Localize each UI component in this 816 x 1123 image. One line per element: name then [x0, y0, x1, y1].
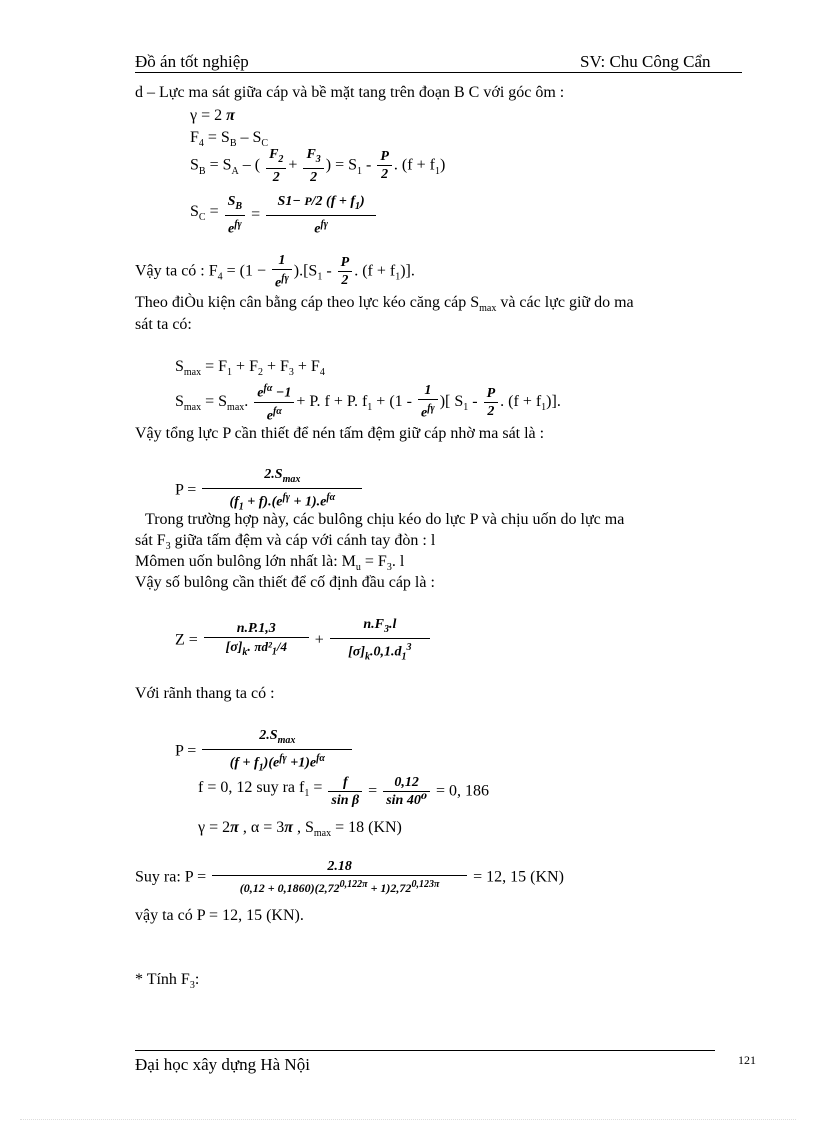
- theo-line-1: Theo điÒu kiện cân bằng cáp theo lực kéo căng cáp $S_{max}$ và các lực giữ do ma: [135, 294, 634, 315]
- tinh-f3-heading: * Tính $F_3$:: [135, 971, 200, 992]
- f4-result-line: Vậy ta có : $F_4 = (1$ − $\frac{1}{e^{f\gamma}}$ )$.[S_1$ - $\frac{P}{2}$ . $(f + f_1)$].: [135, 253, 415, 291]
- suy-ra-equation: Suy ra: P = $\frac{2.18}{(0,12 + 0,1860)(2,72^{0,122\pi} + 1)2,72^{0,123\pi}}$ = 12, 15 (KN): [135, 859, 564, 895]
- header-right: SV: Chu Công Cẩn: [580, 52, 711, 71]
- smax-equation-1: $S_{max} = F_1 + F_2 + F_3 + F_4$: [175, 358, 325, 379]
- intro-d-line: d – Lực ma sát giữa cáp và bề mặt tang trên đoạn B C với góc ôm :: [135, 84, 565, 101]
- sb-frac-p: $\frac{P}{2}$: [377, 148, 392, 183]
- sb-equation: $S_B = S_A$ – ( $\frac{F_2}{2}$ + $\frac{F_3}{2}$ ) = $S_1$ - $\frac{P}{2}$ . $(f + f_1)$: [190, 147, 446, 185]
- z-frac-1: $\frac{n.P.1,3}{[\sigma]_k. \pi d^2_1/4}$: [204, 620, 309, 661]
- smax-equation-2: $S_{max} = S_{max}$. $\frac{e^{f\alpha} -1}{e^{f\alpha}}$ + P. f + P. $f_1 + (1$ - $\frac{1}{e^{f\gamma}}$ )[ $S_1$ - $\frac{P}{2}$ . $(f + f_1)$].: [175, 380, 561, 424]
- voi-ranh-line: Với rãnh thang ta có :: [135, 685, 275, 702]
- p-equation-2: P = $\frac{2.S_{max}}{(f + f_1)(e^{f\gamma} +1)e^{f\alpha}}$: [175, 727, 354, 776]
- page-number: 121: [738, 1053, 756, 1067]
- theo-line-2: sát ta có:: [135, 316, 192, 333]
- momen-line: Mômen uốn bulông lớn nhất là: $M_u = F_3$. l: [135, 553, 405, 574]
- smax-frac-p: $\frac{P}{2}$: [484, 385, 499, 420]
- f4-frac-p: $\frac{P}{2}$: [338, 254, 353, 289]
- sc-frac-sb: $\frac{S_B}{e^{f\gamma}}$: [225, 193, 245, 237]
- trong-line-1: Trong trường hợp này, các bulông chịu kéo do lực P và chịu uốn do lực ma: [145, 511, 625, 528]
- footer-rule: [135, 1050, 715, 1051]
- f-frac-sin40: $\frac{0,12}{\text{sin 40⁰}}$: [383, 774, 430, 809]
- header-rule: [135, 72, 742, 73]
- header-left: Đồ án tốt nghiệp: [135, 52, 249, 71]
- footer-text: Đại học xây dựng Hà Nội: [135, 1055, 310, 1074]
- p-eq1-frac: $\frac{2.S_{max}}{(f_1 + f).(e^{f\gamma} + 1).e^{f\alpha}}$: [202, 466, 362, 515]
- vay-tong-line: Vậy tổng lực P cần thiết để nén tấm đệm giữ cáp nhờ ma sát là :: [135, 425, 545, 442]
- sb-frac-f3: $\frac{F_3}{2}$: [303, 146, 323, 186]
- f-equation: f = 0, 12 suy ra $f_1$ = $\frac{f}{\text{sin β}}$ = $\frac{0,12}{\text{sin 40⁰}}$ = 0, 186: [198, 775, 489, 808]
- smax-frac-one: $\frac{1}{e^{f\gamma}}$: [418, 382, 438, 422]
- p-eq2-frac: $\frac{2.S_{max}}{(f + f_1)(e^{f\gamma} +1)e^{f\alpha}}$: [202, 727, 352, 776]
- gamma-equation: [190, 106, 235, 126]
- gamma-alpha-line: γ = 2π , α = 3π , $S_{max} = 18$ (KN): [198, 819, 402, 840]
- trong-line-2: sát $F_3$ giữa tấm đệm và cáp với cánh tay đòn : l: [135, 532, 436, 553]
- f-frac-sinbeta: $\frac{f}{\text{sin β}}$: [328, 774, 362, 809]
- z-frac-2: $\frac{n.F_3.l}{[\sigma]_k.0,1.d_1^3}$: [330, 616, 430, 665]
- f4-frac-one: $\frac{1}{e^{f\gamma}}$: [272, 252, 292, 292]
- vay-p-line: vậy ta có P = 12, 15 (KN).: [135, 907, 304, 924]
- sc-frac-main: $\frac{S1- P/2 (f + f_1)}{e^{f\gamma}}$: [266, 193, 376, 237]
- z-equation: Z = $\frac{n.P.1,3}{[\sigma]_k. \pi d^2_1/4}$ + $\frac{n.F_3.l}{[\sigma]_k.0,1.d_1^3}$: [175, 616, 432, 665]
- sb-frac-f2: $\frac{F_2}{2}$: [266, 146, 286, 186]
- page-edge-dotted: [20, 1119, 796, 1120]
- gamma-eq-text: γ = 2: [190, 107, 223, 124]
- vay-so-line: Vậy số bulông cần thiết để cố định đầu cáp là :: [135, 574, 435, 591]
- f4-definition: $F_4 = S_B - S_C$: [190, 129, 269, 150]
- p-equation-1: P = $\frac{2.S_{max}}{(f_1 + f).(e^{f\gamma} + 1).e^{f\alpha}}$: [175, 466, 364, 515]
- pi-symbol: π: [226, 107, 235, 124]
- suy-ra-frac: $\frac{2.18}{(0,12 + 0,1860)(2,72^{0,122\pi} + 1)2,72^{0,123\pi}}$: [212, 858, 467, 897]
- sc-equation: $S_C$ = $\frac{S_B}{e^{f\gamma}}$ = $\frac{S1- P/2 (f + f_1)}{e^{f\gamma}}$: [190, 193, 378, 237]
- smax-frac-efa: $\frac{e^{f\alpha} -1}{e^{f\alpha}}$: [254, 380, 294, 424]
